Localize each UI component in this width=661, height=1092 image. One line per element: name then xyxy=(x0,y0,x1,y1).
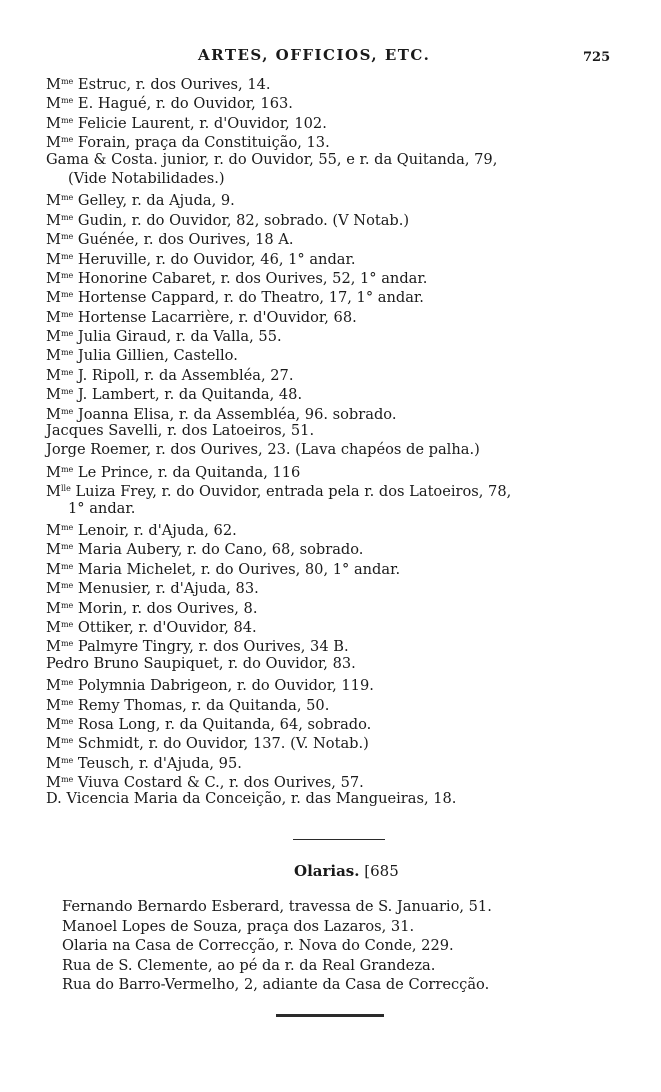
section-title: Olarias. xyxy=(294,862,360,880)
entry-title-superscript: me xyxy=(60,678,74,688)
entry-title-superscript: me xyxy=(60,115,74,125)
entry-text: Jacques Savelli, r. dos Latoeiros, 51. xyxy=(46,422,315,440)
entry-text: Morin, r. dos Ourives, 8. xyxy=(73,599,258,617)
entry-title-prefix: M xyxy=(46,774,61,792)
entry-title-prefix: M xyxy=(46,76,61,93)
directory-entry xyxy=(46,130,626,152)
entry-continuation xyxy=(46,169,626,188)
section-entry-list xyxy=(62,897,622,995)
entry-text: E. Hagué, r. do Ouvidor, 163. xyxy=(73,95,293,113)
directory-entry xyxy=(46,693,626,712)
entry-title-prefix: M xyxy=(46,483,61,501)
running-head xyxy=(0,46,661,68)
entry-title-prefix: M xyxy=(46,735,61,753)
entry-title-prefix: M xyxy=(46,521,61,539)
entry-title-prefix: M xyxy=(46,192,61,210)
section-entry: Fernando Bernardo Esberard, travessa de S. Januario, 51. xyxy=(62,898,492,915)
entry-title-superscript: me xyxy=(60,96,74,106)
directory-entry xyxy=(46,91,626,113)
entry-text: Julia Giraud, r. da Valla, 55. xyxy=(73,328,282,346)
entry-title-prefix: M xyxy=(46,250,61,268)
entry-title-prefix: M xyxy=(46,405,61,423)
entry-title-superscript: me xyxy=(60,290,74,300)
directory-entry xyxy=(46,615,626,634)
entry-title-superscript: me xyxy=(60,387,74,397)
entry-title-prefix: M xyxy=(46,308,61,326)
entry-text: Julia Gillien, Castello. xyxy=(73,347,238,365)
directory-entry xyxy=(46,770,626,792)
entry-text: Menusier, r. d'Ajuda, 83. xyxy=(73,580,259,598)
entry-text: Viuva Costard & C., r. dos Ourives, 57. xyxy=(73,774,364,792)
directory-entry xyxy=(46,208,626,227)
entry-list xyxy=(46,72,626,809)
closing-rule xyxy=(276,1014,384,1017)
directory-entry xyxy=(46,537,626,559)
entry-title-superscript: me xyxy=(60,212,74,222)
directory-entry xyxy=(46,324,626,346)
entry-text: Guénée, r. dos Ourives, 18 A. xyxy=(73,231,294,249)
entry-title-prefix: M xyxy=(46,541,61,559)
entry-title-superscript: me xyxy=(60,522,74,532)
entry-text: Forain, praça da Constituição, 13. xyxy=(73,134,330,152)
entry-title-prefix: M xyxy=(46,463,61,481)
entry-title-superscript: me xyxy=(60,775,74,785)
entry-text: Gudin, r. do Ouvidor, 82, sobrado. (V Notab.) xyxy=(73,211,410,229)
directory-entry xyxy=(46,247,626,266)
entry-text: Le Prince, r. da Quitanda, 116 xyxy=(73,463,301,481)
entry-title-prefix: M xyxy=(46,386,61,404)
entry-title-prefix: M xyxy=(46,599,61,617)
entry-title-prefix: M xyxy=(46,289,61,307)
section-entry: Rua de S. Clemente, ao pé da r. da Real Grandeza. xyxy=(62,956,436,974)
section-reference: [685 xyxy=(359,862,399,880)
entry-text: Gama & Costa. junior, r. do Ouvidor, 55, e r. da Quitanda, 79, xyxy=(46,150,498,168)
directory-entry xyxy=(46,343,626,365)
entry-title-superscript: me xyxy=(60,619,74,629)
entry-text: Polymnia Dabrigeon, r. do Ouvidor, 119. xyxy=(73,677,374,695)
entry-title-prefix: M xyxy=(46,715,61,733)
entry-title-superscript: me xyxy=(60,639,74,649)
entry-text: Honorine Cabaret, r. dos Ourives, 52, 1° andar. xyxy=(73,269,428,287)
entry-title-superscript: lle xyxy=(60,484,71,494)
entry-title-prefix: M xyxy=(46,211,61,229)
directory-entry xyxy=(46,576,626,598)
entry-title-prefix: M xyxy=(46,114,61,132)
entry-text: Teusch, r. d'Ajuda, 95. xyxy=(73,754,242,772)
entry-text: J. Lambert, r. da Quitanda, 48. xyxy=(73,386,303,404)
entry-title-prefix: M xyxy=(46,618,61,636)
entry-title-prefix: M xyxy=(46,328,61,346)
entry-text: Hortense Lacarrière, r. d'Ouvidor, 68. xyxy=(73,308,357,326)
entry-title-prefix: M xyxy=(46,347,61,365)
entry-text: Jorge Roemer, r. dos Ourives, 23. (Lava chapéos de palha.) xyxy=(46,441,480,459)
entry-title-superscript: me xyxy=(60,232,74,242)
entry-title-superscript: me xyxy=(60,329,74,339)
entry-text: 1° andar. xyxy=(68,499,136,517)
entry-text: Schmidt, r. do Ouvidor, 137. (V. Notab.) xyxy=(73,735,369,753)
entry-title-superscript: me xyxy=(60,193,74,203)
directory-entry xyxy=(46,440,626,459)
entry-title-prefix: M xyxy=(46,677,61,695)
section-divider xyxy=(293,839,385,840)
entry-title-superscript: me xyxy=(60,251,74,261)
entry-title-superscript: me xyxy=(60,581,74,591)
entry-title-prefix: M xyxy=(46,269,61,287)
entry-text: Pedro Bruno Saupiquet, r. do Ouvidor, 83. xyxy=(46,654,356,672)
directory-entry xyxy=(46,285,626,307)
directory-entry xyxy=(46,673,626,695)
entry-title-superscript: me xyxy=(60,542,74,552)
entry-text: (Vide Notabilidades.) xyxy=(68,169,225,187)
section-entry: Manoel Lopes de Souza, praça dos Lazaros, 31. xyxy=(62,917,415,935)
directory-entry xyxy=(46,188,626,210)
directory-entry xyxy=(46,363,626,382)
directory-entry xyxy=(46,402,626,421)
running-title: ARTES, OFFICIOS, ETC. xyxy=(198,46,431,64)
entry-title-superscript: me xyxy=(60,367,74,377)
directory-entry xyxy=(46,712,626,731)
section-entry: Olaria na Casa de Correcção, r. Nova do Conde, 229. xyxy=(62,937,454,955)
entry-text: Joanna Elisa, r. da Assembléa, 96. sobrado. xyxy=(73,405,397,423)
entry-continuation xyxy=(46,499,626,518)
directory-entry xyxy=(46,266,626,285)
directory-entry xyxy=(46,382,626,404)
entry-title-superscript: me xyxy=(60,561,74,571)
section-heading xyxy=(294,862,399,880)
entry-text: Ottiker, r. d'Ouvidor, 84. xyxy=(73,618,257,636)
entry-title-superscript: me xyxy=(60,348,74,358)
entry-text: J. Ripoll, r. da Assembléa, 27. xyxy=(73,366,294,384)
entry-title-superscript: me xyxy=(60,697,74,707)
entry-text: Remy Thomas, r. da Quitanda, 50. xyxy=(73,696,330,714)
directory-entry xyxy=(46,72,626,91)
directory-entry xyxy=(46,634,626,656)
entry-title-superscript: me xyxy=(60,77,74,86)
entry-text: Gelley, r. da Ajuda, 9. xyxy=(73,192,235,210)
directory-entry xyxy=(46,596,626,615)
section-entry: Rua do Barro-Vermelho, 2, adiante da Casa de Correcção. xyxy=(62,976,490,994)
entry-title-superscript: me xyxy=(60,716,74,726)
entry-title-prefix: M xyxy=(46,638,61,656)
entry-title-prefix: M xyxy=(46,366,61,384)
directory-entry xyxy=(46,227,626,249)
entry-title-prefix: M xyxy=(46,580,61,598)
directory-entry xyxy=(46,557,626,576)
entry-title-prefix: M xyxy=(46,231,61,249)
directory-entry xyxy=(46,421,626,440)
entry-title-prefix: M xyxy=(46,696,61,714)
entry-title-prefix: M xyxy=(46,560,61,578)
directory-entry xyxy=(46,731,626,753)
entry-text: Maria Michelet, r. do Ourives, 80, 1° andar. xyxy=(73,560,401,578)
entry-title-superscript: me xyxy=(60,270,74,280)
entry-title-superscript: me xyxy=(60,135,74,145)
entry-title-superscript: me xyxy=(60,736,74,746)
directory-entry xyxy=(46,751,626,770)
entry-text: Palmyre Tingry, r. dos Ourives, 34 B. xyxy=(73,638,349,656)
entry-title-superscript: me xyxy=(60,309,74,319)
directory-entry xyxy=(46,460,626,479)
entry-text: Felicie Laurent, r. d'Ouvidor, 102. xyxy=(73,114,327,132)
directory-entry xyxy=(46,518,626,537)
entry-text: Maria Aubery, r. do Cano, 68, sobrado. xyxy=(73,541,364,559)
entry-text: Estruc, r. dos Ourives, 14. xyxy=(73,76,271,93)
entry-title-superscript: me xyxy=(60,755,74,765)
directory-entry xyxy=(46,789,626,808)
directory-entry xyxy=(46,305,626,324)
page-number: 725 xyxy=(583,50,611,65)
directory-entry xyxy=(46,150,626,169)
entry-text: Luiza Frey, r. do Ouvidor, entrada pela r. dos Latoeiros, 78, xyxy=(70,483,512,501)
directory-entry xyxy=(46,654,626,673)
entry-title-prefix: M xyxy=(46,754,61,772)
entry-text: Rosa Long, r. da Quitanda, 64, sobrado. xyxy=(73,715,372,733)
entry-text: D. Vicencia Maria da Conceição, r. das Mangueiras, 18. xyxy=(46,790,457,808)
entry-title-prefix: M xyxy=(46,95,61,113)
entry-title-superscript: me xyxy=(60,406,74,416)
entry-title-prefix: M xyxy=(46,134,61,152)
entry-title-superscript: me xyxy=(60,600,74,610)
directory-entry xyxy=(46,479,626,501)
entry-text: Hortense Cappard, r. do Theatro, 17, 1° andar. xyxy=(73,289,424,307)
entry-text: Heruville, r. do Ouvidor, 46, 1° andar. xyxy=(73,250,356,268)
directory-entry xyxy=(46,111,626,130)
entry-text: Lenoir, r. d'Ajuda, 62. xyxy=(73,521,237,539)
entry-title-superscript: me xyxy=(60,464,74,474)
